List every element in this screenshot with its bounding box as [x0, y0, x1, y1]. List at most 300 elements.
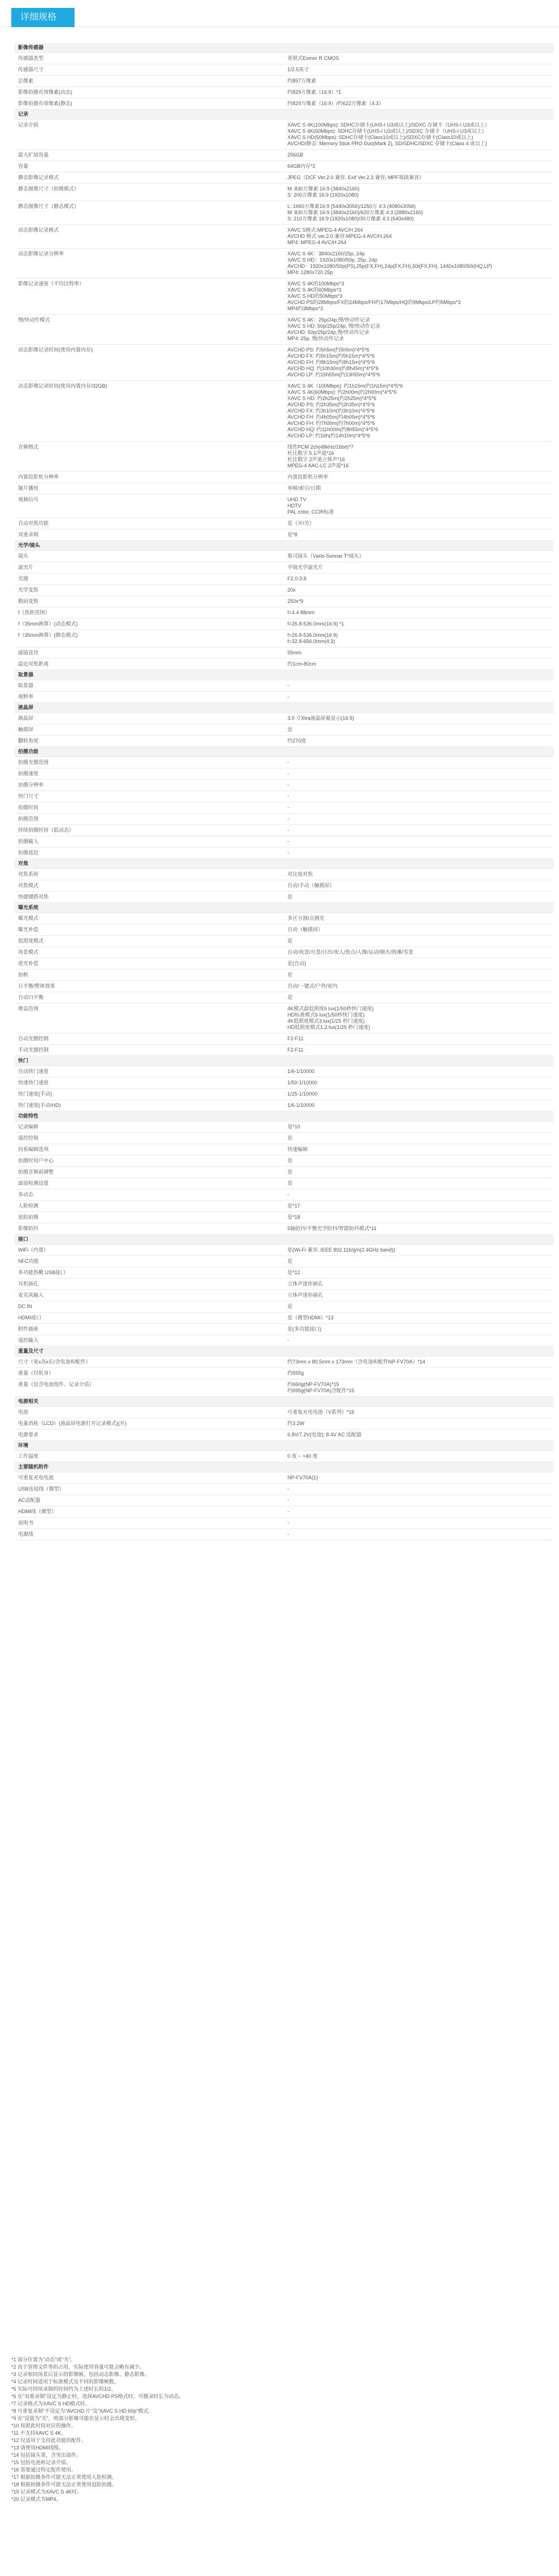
section-title: 取景器: [15, 670, 553, 680]
spec-row: [15, 1256, 553, 1267]
spec-value: 64GB内存*2: [284, 161, 553, 172]
spec-label: 视频信号: [15, 494, 284, 518]
spec-label: 回看编辑选项: [15, 1144, 284, 1155]
spec-row: [15, 1155, 553, 1167]
spec-row: [15, 680, 553, 692]
spec-label: 多功能热靴 USB接口: [15, 1267, 284, 1279]
section-header: [15, 903, 553, 913]
spec-row: [15, 1301, 553, 1313]
spec-label: 动态影像记录时间(使用内置内存/32GB): [15, 381, 284, 442]
spec-row: [15, 724, 553, 736]
spec-value: 5轴防抖/平衡光学防抖/智能防抖模式*11: [284, 1223, 553, 1235]
spec-value: UHD TV HDTV PAL color, CCIR标准: [284, 494, 553, 518]
spec-label: 拍摄输入: [15, 836, 284, 848]
spec-row: [15, 1033, 553, 1045]
spec-label: 双重录制: [15, 529, 284, 541]
section-header: [15, 1462, 553, 1472]
header-bar: [0, 0, 559, 27]
spec-value: NP-FV70A(1): [284, 1472, 553, 1484]
spec-label: 容量: [15, 161, 284, 172]
spec-value: 自动/手动（触摸屏）: [284, 880, 553, 892]
spec-label: 图片播放: [15, 483, 284, 494]
spec-value: 约3.2W: [284, 1418, 553, 1430]
spec-value: XAVC S格式:MPEG-4 AVC/H.264 AVCHD 格式 ver.2.0 兼容:MPEG-4 AVC/H.264 MP4: MPEG-4 AVC/H.264: [284, 225, 553, 249]
spec-value: 是*8: [284, 529, 553, 541]
spec-label: 尺寸（宽x高x长/含电池和配件）: [15, 1357, 284, 1368]
spec-label: 传感器类型: [15, 53, 284, 64]
spec-value: -: [284, 1484, 553, 1495]
spec-label: 重量（仅机身）: [15, 1368, 284, 1379]
spec-value: 是(多功能接口): [284, 1324, 553, 1335]
spec-table-container: [15, 43, 553, 1540]
spec-value: 是: [284, 1301, 553, 1313]
section-title: 液晶屏: [15, 703, 553, 713]
spec-row: [15, 825, 553, 836]
spec-row: [15, 120, 553, 150]
spec-label: HDMI接口: [15, 1313, 284, 1324]
spec-row: [15, 1167, 553, 1178]
spec-row: [15, 791, 553, 802]
spec-label: 对焦模式: [15, 880, 284, 892]
section-title: 快门: [15, 1056, 553, 1066]
spec-label: 说明书: [15, 1518, 284, 1529]
footnote: *16 需要通过特定配件使用。: [11, 2467, 77, 2473]
spec-label: 最近对焦距离: [15, 659, 284, 670]
section-header: [15, 747, 553, 757]
spec-value: 约660g(NP-FV70A)*15 约695g(NP-FV70A)含配件*15: [284, 1379, 553, 1397]
spec-label: 快速快门速度: [15, 1078, 284, 1089]
spec-value: 线性PCM 2ch(48kHz/16bit)*7 杜比数字 5.1声道*16 杜比数字 2声道立体声*16 MPEG-4 AAC-LC 2声道*16: [284, 442, 553, 472]
section-header: [15, 1346, 553, 1357]
spec-value: 立体声迷你插孔: [284, 1290, 553, 1301]
spec-row: [15, 1066, 553, 1078]
spec-label: 影像记录速度（平均比特率）: [15, 279, 284, 315]
spec-row: [15, 494, 553, 518]
footnote: *19 记录模式为XAVC S 4K时。: [11, 2489, 82, 2495]
footnote: *9 在"设置为"关"，则部分影像可能在显示时会出现变形。: [11, 2416, 140, 2421]
spec-label: 附件插座: [15, 1324, 284, 1335]
spec-label: 拍框: [15, 970, 284, 981]
section-title: 拍摄功能: [15, 747, 553, 757]
spec-value: 约829万像素（16:9）*1: [284, 87, 553, 98]
spec-value: AVCHD PS: 约5h5m(约5h5m)*4*5*6 AVCHD FX: 约5h15m(约5h15m)*4*5*6 AVCHD FH: 约8h15m(约8h15m)*4*5*6 AVCHD HQ: 约10h30m(约8h45m)*4*5*6 AVCHD LP: 约15h55m(约13h55m)*4*5*6: [284, 345, 553, 381]
footnote: *10 按照此时段对应的操作。: [11, 2423, 77, 2429]
spec-row: [15, 1430, 553, 1441]
section-title: 电源相关: [15, 1397, 553, 1407]
spec-row: [15, 713, 553, 724]
spec-value: -: [284, 680, 553, 692]
spec-row: [15, 768, 553, 780]
spec-row: [15, 869, 553, 880]
spec-row: [15, 1279, 553, 1290]
spec-label: f（35mm换算）(动态模式): [15, 619, 284, 630]
spec-label: 拍摄音频前调整: [15, 1167, 284, 1178]
spec-label: 电源线: [15, 1529, 284, 1540]
spec-label: 总像素: [15, 76, 284, 87]
spec-label: 翻转角度: [15, 736, 284, 747]
spec-row: [15, 1529, 553, 1540]
spec-row: [15, 1089, 553, 1100]
spec-label: 自动快门速度: [15, 1066, 284, 1078]
spec-value: 约829万像素（16:9）/约622万像素（4:3）: [284, 98, 553, 110]
spec-value: -: [284, 825, 553, 836]
spec-row: [15, 757, 553, 768]
spec-row: [15, 1407, 553, 1418]
spec-row: [15, 880, 553, 892]
footnote: *1 部分位置为"动态"或"关"。: [11, 2357, 76, 2362]
section-header: [15, 1441, 553, 1451]
spec-row: [15, 802, 553, 814]
spec-row: [15, 1045, 553, 1056]
spec-value: 内置投影机分辨率: [284, 472, 553, 483]
section-title: 光学/镜头: [15, 541, 553, 551]
spec-row: [15, 936, 553, 947]
spec-label: 影像防抖: [15, 1223, 284, 1235]
spec-label: 曝光补偿: [15, 924, 284, 936]
spec-row: [15, 184, 553, 201]
spec-row: [15, 1472, 553, 1484]
spec-label: AC适配器: [15, 1495, 284, 1506]
spec-value: 约857万像素: [284, 76, 553, 87]
spec-row: [15, 279, 553, 315]
section-header: [15, 859, 553, 869]
spec-row: [15, 1506, 553, 1518]
spec-row: [15, 1189, 553, 1201]
spec-row: [15, 172, 553, 184]
spec-row: [15, 924, 553, 936]
spec-row: [15, 249, 553, 279]
spec-label: 拍摄分辨率: [15, 780, 284, 791]
spec-value: 自动/一键式/户外/室内: [284, 981, 553, 992]
spec-label: 快门速度(手动): [15, 1089, 284, 1100]
spec-row: [15, 574, 553, 585]
section-title: 曝光系统: [15, 903, 553, 913]
spec-row: [15, 958, 553, 970]
spec-row: [15, 518, 553, 529]
spec-row: [15, 76, 553, 87]
spec-row: [15, 981, 553, 992]
spec-label: 传感器尺寸: [15, 64, 284, 76]
spec-row: [15, 472, 553, 483]
spec-value: 是: [284, 724, 553, 736]
spec-value: 55mm: [284, 648, 553, 659]
spec-label: 手动光圈控制: [15, 1045, 284, 1056]
spec-row: [15, 913, 553, 924]
footnote: *15 包括电池和记录介质。: [11, 2460, 72, 2465]
spec-row: [15, 1144, 553, 1155]
spec-label: 拍摄范围: [15, 814, 284, 825]
section-header: [15, 703, 553, 713]
spec-label: 静态图像尺寸（静态模式）: [15, 201, 284, 225]
spec-value: 蔡司镜头（Vario-Sonnar T*镜头）: [284, 551, 553, 562]
footnote: *3 记录相同场景后显示的影像帧，包括动态影像、静态影像。: [11, 2371, 150, 2377]
spec-row: [15, 1313, 553, 1324]
spec-label: 电量消耗（LCD）(液晶屏电源打开记录模式)(开): [15, 1418, 284, 1430]
spec-row: [15, 648, 553, 659]
footnote: *2 由于管理文件等的占用，实际使用容量可能会略有减少。: [11, 2364, 145, 2370]
spec-row: [15, 1335, 553, 1346]
spec-label: 快捷键搭对焦: [15, 892, 284, 903]
spec-row: [15, 814, 553, 825]
spec-label: 麦克风输入: [15, 1290, 284, 1301]
spec-value: -: [284, 791, 553, 802]
spec-row: [15, 53, 553, 64]
spec-label: 自动光圈控制: [15, 1033, 284, 1045]
footnote: *18 根据拍摄条件可能无法正常使用追踪拍摄。: [11, 2482, 117, 2487]
spec-value: 是: [284, 1167, 553, 1178]
spec-value: 1/6-1/10000: [284, 1066, 553, 1078]
spec-label: 动态影像记录时间(使用内置内存): [15, 345, 284, 381]
footnotes: [11, 2356, 548, 2503]
spec-value: 是: [284, 970, 553, 981]
footnote: *20 记录模式为MP4。: [11, 2496, 62, 2502]
spec-value: 是*18: [284, 1212, 553, 1223]
spec-label: 静态图像尺寸（拍摄模式）: [15, 184, 284, 201]
spec-row: [15, 1418, 553, 1430]
spec-label: 记录介质: [15, 120, 284, 150]
spec-label: 电源要求: [15, 1430, 284, 1441]
spec-label: 记录编辑: [15, 1122, 284, 1133]
spec-row: [15, 947, 553, 958]
spec-value: -: [284, 1529, 553, 1540]
spec-label: 场景模式: [15, 947, 284, 958]
spec-value: 是: [284, 1155, 553, 1167]
spec-value: F2-F11: [284, 1045, 553, 1056]
footnote: *8 可重复录制"不设定为"AVCHD 片"及"XAVC S HD 60p"模式。: [11, 2408, 154, 2414]
spec-row: [15, 1100, 553, 1111]
spec-label: 光学变焦: [15, 585, 284, 596]
spec-value: -: [284, 1506, 553, 1518]
spec-label: 重量（包含电池组件、记录介质）: [15, 1379, 284, 1397]
spec-value: 立体声迷你插孔: [284, 1279, 553, 1290]
spec-label: 视野率: [15, 692, 284, 703]
spec-row: [15, 970, 553, 981]
section-header: [15, 1235, 553, 1245]
spec-row: [15, 892, 553, 903]
spec-label: f（焦距范围）: [15, 607, 284, 619]
spec-row: [15, 692, 553, 703]
spec-label: USB连接线（微型）: [15, 1484, 284, 1495]
spec-row: [15, 87, 553, 98]
spec-row: [15, 1451, 553, 1462]
section-header: [15, 541, 553, 551]
spec-value: 是: [284, 992, 553, 1004]
spec-row: [15, 1004, 553, 1033]
spec-label: 影像拍摄有效像素(动态): [15, 87, 284, 98]
spec-row: [15, 1245, 553, 1256]
spec-label: 慢/快动作模式: [15, 315, 284, 345]
spec-row: [15, 1324, 553, 1335]
spec-row: [15, 1178, 553, 1189]
footnote: *12 仅适用于支持此功能的配件。: [11, 2438, 87, 2443]
spec-row: [15, 150, 553, 161]
spec-row: [15, 1212, 553, 1223]
spec-label: 静态影像记录格式: [15, 172, 284, 184]
spec-label: 影像拍摄有效像素(静态): [15, 98, 284, 110]
section-title: 功能特性: [15, 1111, 553, 1122]
spec-value: 是: [284, 1133, 553, 1144]
spec-row: [15, 619, 553, 630]
spec-row: [15, 1379, 553, 1397]
spec-value: 是*10: [284, 1122, 553, 1133]
spec-label: 拍摄时间: [15, 802, 284, 814]
spec-value: -: [284, 814, 553, 825]
spec-value: F2-F11: [284, 1033, 553, 1045]
spec-label: 面部检测设置: [15, 1178, 284, 1189]
spec-value: 自动/夜景/月景/日出/夜人/焦点/人像/运动/烟火/海滩/雪景: [284, 947, 553, 958]
spec-row: [15, 201, 553, 225]
spec-label: HDMI线（微型）: [15, 1506, 284, 1518]
spec-value: 是: [284, 936, 553, 947]
spec-value: -: [284, 768, 553, 780]
footnote: *13 请使用HDMI线缆。: [11, 2445, 64, 2451]
spec-value: 是: [284, 1256, 553, 1267]
spec-value: -: [284, 802, 553, 814]
spec-value: 多区分割/点测光: [284, 913, 553, 924]
spec-value: -: [284, 848, 553, 859]
footnote: *11 不支持XAVC S 4K。: [11, 2430, 67, 2436]
spec-row: [15, 596, 553, 607]
spec-row: [15, 345, 553, 381]
spec-row: [15, 1368, 553, 1379]
spec-row: [15, 1267, 553, 1279]
spec-value: 4K模式最低照度6 lux(1/50秒快门速度) HD标准模式6 lux(1/50秒快门速度) 4K低照度模式3 lux(1/25 秒门速度) HD低照度模式1.2 lux(1/25 秒门速度): [284, 1004, 553, 1033]
spec-label: NFC功能: [15, 1256, 284, 1267]
spec-value: 可重复充电电池（V系列）*16: [284, 1407, 553, 1418]
spec-value: 是: [284, 892, 553, 903]
spec-label: 曝光模式: [15, 913, 284, 924]
spec-value: 快速编辑: [284, 1144, 553, 1155]
spec-value: 256GB: [284, 150, 553, 161]
spec-label: 自动白平衡: [15, 992, 284, 1004]
spec-value: 1/25-1/10000: [284, 1089, 553, 1100]
spec-value: XAVC S 4K：3840x2160/25p, 24p XAVC S HD：1920x1080/50p, 25p, 24p AVCHD：1920x1080/50p(PS),25p(FX,FH),24p(FX,FH),50i(FX,FH), 1440x1080/50i(HQ,LP) MP4: 1280x720 25p: [284, 249, 553, 279]
spec-label: 快门尺寸: [15, 791, 284, 802]
spec-value: L: 1660万像素16:9 (5440x3056)/1250万 4:3 (4080x3056) M: 830万像素 16:9 (3840x2160)/620万像素 4:3 (2880x2160) S: 210万像素 16:9 (1920x1080)/30万像素 4:3 (640x480): [284, 201, 553, 225]
spec-value: XAVC S 4K（100Mbps): 约1h15m(约1h15m)*4*5*6 XAVC S 4K(60Mbps): 约2h00m(约2h00m)*4*5*6 XAVC S HD: 约2h25m(约2h25m)*4*5*6 AVCHD PS: 约2h35m(约2h35m)*4*5*6 AVCHD FX: 约3h10m(约3h10m)*4*5*6 AVCHD FH: 约4h05m(约4h05m)*4*5*6 AVCHD FH: 约7h00m(约7h00m)*4*5*6 AVCHD HQ: 约11h00m(约8h55m)*4*5*6 AVCHD LP: 约16h(约14h10m)*4*5*6: [284, 381, 553, 442]
spec-row: [15, 848, 553, 859]
spec-label: 人脸检测: [15, 1201, 284, 1212]
spec-row: [15, 1201, 553, 1212]
spec-value: F2.0-3.8: [284, 574, 553, 585]
section-title: 主要随机附件: [15, 1462, 553, 1472]
footnote: *4 记录时间适用于标准模式及不同的影像帧数。: [11, 2379, 120, 2384]
spec-value: 250x*9: [284, 596, 553, 607]
spec-label: 电池: [15, 1407, 284, 1418]
spec-value: 单帧/索引/日期: [284, 483, 553, 494]
spec-label: 数码变焦: [15, 596, 284, 607]
spec-value: M: 830万像素 16:9 (3840x2160) S: 200万像素 16:9 (1920x1080): [284, 184, 553, 201]
spec-value: f=26.8-536.0mm(16:9) f=32.8-656.0mm(4:3): [284, 630, 553, 648]
spec-row: [15, 64, 553, 76]
spec-value: -: [284, 1189, 553, 1201]
spec-label: 日平衡/整体效果: [15, 981, 284, 992]
spec-value: JPEG（DCF Ver.2.0 兼容, Exif Ver.2.3 兼容, MPF基础兼容）: [284, 172, 553, 184]
spec-label: WiFi（内置）: [15, 1245, 284, 1256]
spec-label: 触摸屏: [15, 724, 284, 736]
section-header: [15, 1056, 553, 1066]
footnote: *6 在"双重录制"设定为静止时，选择AVCHD PS格式时，可摄录时长为动态。: [11, 2393, 184, 2399]
spec-value: -: [284, 1495, 553, 1506]
spec-row: [15, 1290, 553, 1301]
spec-value: 是(自动): [284, 958, 553, 970]
spec-row: [15, 381, 553, 442]
spec-value: 1/50-1/10000: [284, 1078, 553, 1089]
spec-label: 遥控控制: [15, 1133, 284, 1144]
section-header: [15, 1111, 553, 1122]
spec-value: f=26.8-536.0mm(16:9) *1: [284, 619, 553, 630]
spec-value: -: [284, 692, 553, 703]
spec-label: f（35mm换算）(静态模式): [15, 630, 284, 648]
spec-value: 20x: [284, 585, 553, 596]
section-header: [15, 1397, 553, 1407]
spec-row: [15, 315, 553, 345]
spec-value: -: [284, 836, 553, 848]
spec-row: [15, 225, 553, 249]
spec-label: 低照度模式: [15, 936, 284, 947]
spec-value: 是*12: [284, 1267, 553, 1279]
footnote: *7 记录格式为XAVC S HD模式时。: [11, 2401, 90, 2406]
spec-label: 液晶屏: [15, 713, 284, 724]
spec-value: 约270度: [284, 736, 553, 747]
spec-row: [15, 630, 553, 648]
spec-label: 滤镜直径: [15, 648, 284, 659]
section-header: [15, 110, 553, 120]
spec-row: [15, 1484, 553, 1495]
spec-label: 滤光片: [15, 562, 284, 574]
spec-value: 3.0 寸Xtra液晶屏幕显示(16:9): [284, 713, 553, 724]
spec-label: 可重复充电电池: [15, 1472, 284, 1484]
spec-label: 镜头: [15, 551, 284, 562]
spec-value: f=4.4-88mm: [284, 607, 553, 619]
spec-value: 是(Wi-Fi 兼容, IEEE 802.11b/g/n(2.4GHz band)): [284, 1245, 553, 1256]
spec-label: 动态影像记录分辨率: [15, 249, 284, 279]
spec-value: XAVC S 4K(100Mbps): SDHC存储卡(UHS-I U3或以上)/SDXC 存储卡（UHS-I U3或以上） XAVC S 4K(60Mbps): SDHC存储卡(UHS-I U3或以上)/SDXC 存储卡（UHS-I U3或以上） XAVC S HD(50Mbps): SDHC存储卡(Class10或以上)/SDXC存储卡(Class10或以上) AVCHD/静态: Memory Stick PRO Duo(Mark 2), SD/SDHC/SDXC 存储卡(Class 4 或以上): [284, 120, 553, 150]
spec-label: 工作温度: [15, 1451, 284, 1462]
section-title: 对焦: [15, 859, 553, 869]
spec-row: [15, 1133, 553, 1144]
spec-label: 最大扩展容量: [15, 150, 284, 161]
spec-value: 平镜光学滤光片: [284, 562, 553, 574]
spec-label: 拍摄延迟: [15, 848, 284, 859]
spec-row: [15, 1495, 553, 1506]
spec-row: [15, 1223, 553, 1235]
spec-label: 光圈: [15, 574, 284, 585]
spec-row: [15, 529, 553, 541]
section-title: 重量及尺寸: [15, 1346, 553, 1357]
spec-row: [15, 483, 553, 494]
footnote: *17 根据拍摄条件可能无法正常使用人脸检测。: [11, 2474, 117, 2480]
spec-label: 取景器: [15, 680, 284, 692]
section-header: [15, 43, 553, 53]
spec-label: 逆光补偿: [15, 958, 284, 970]
section-title: 接口: [15, 1235, 553, 1245]
spec-label: 持续拍摄时间（低动态）: [15, 825, 284, 836]
section-title: 影像传感器: [15, 43, 553, 53]
spec-row: [15, 98, 553, 110]
spec-row: [15, 1357, 553, 1368]
spec-value: XAVC S 4K：25p/24p,慢/快动作记录 XAVC S HD: 50p/25p/24p, 慢/快动作记录 AVCHD: 50p/25p/24p,慢/快动作记录 MP4: 25p, 慢/快动作记录: [284, 315, 553, 345]
spec-value: 约73mm x 80.5mm x 173mm（含电池和配件NP-FV70A）*14: [284, 1357, 553, 1368]
spec-value: 1/6-1/10000: [284, 1100, 553, 1111]
spec-label: 拍摄时用户中心: [15, 1155, 284, 1167]
spec-label: 追踪拍摄: [15, 1212, 284, 1223]
spec-value: 对比度对焦: [284, 869, 553, 880]
spec-row: [15, 161, 553, 172]
spec-value: -: [284, 1335, 553, 1346]
spec-value: -: [284, 1518, 553, 1529]
spec-label: 增益范围: [15, 1004, 284, 1033]
